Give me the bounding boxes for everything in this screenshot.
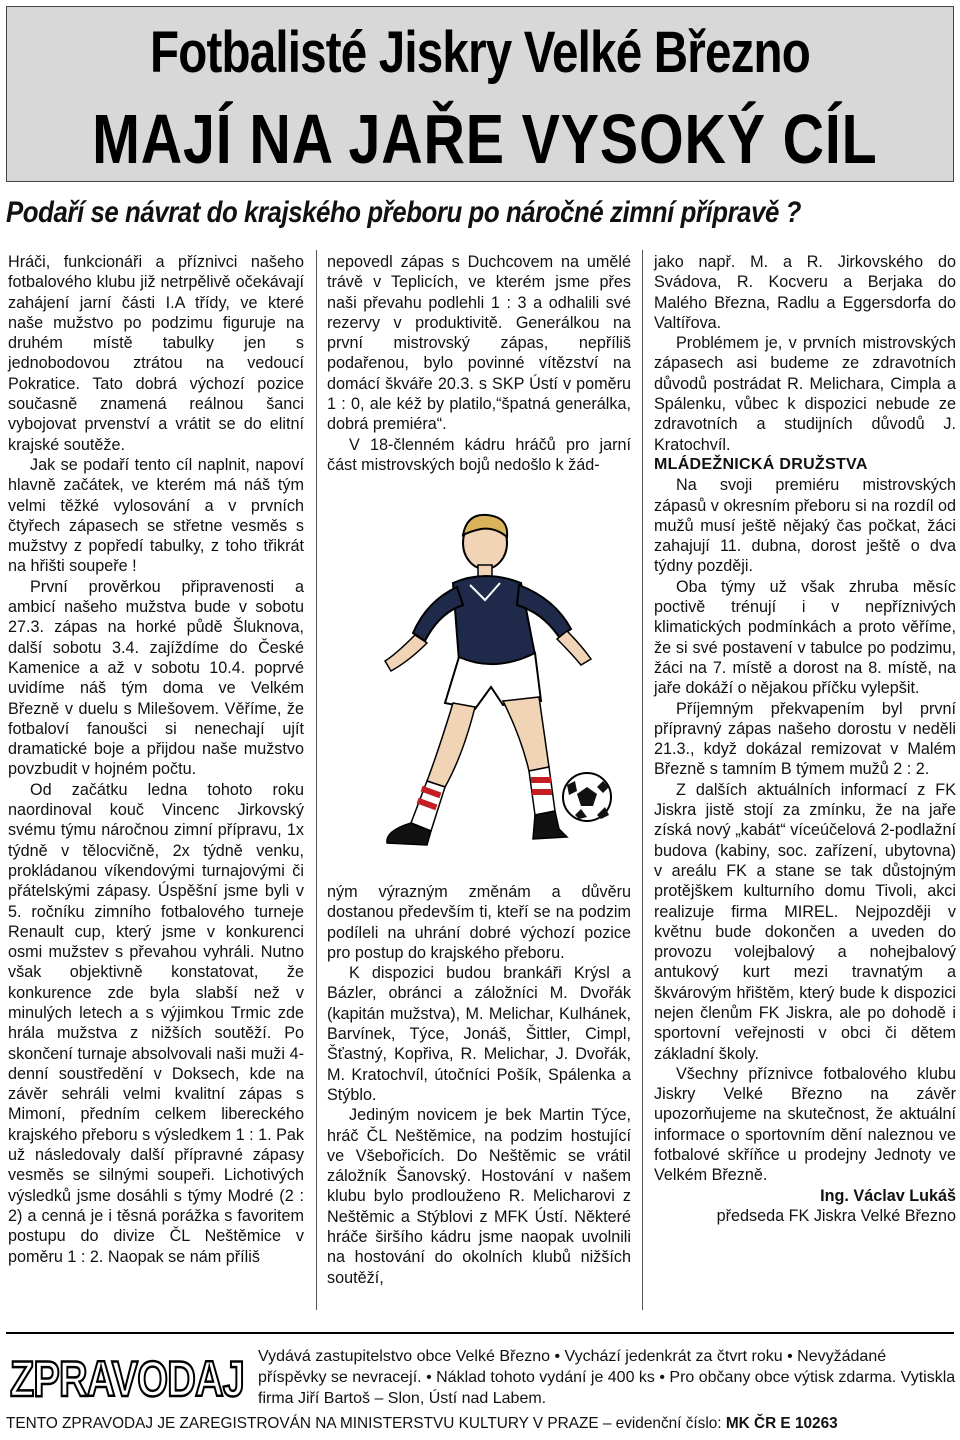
paragraph: Jediným novicem je bek Martin Týce, hráč ČL Neštěmice, na podzim hostující ve Všebořicích. Do Neštěmic se vrátil záložník Šanovský. Hostování v našem klubu bylo prodlouženo R. Melicharovi z Neštěmic a Stýblovi z MFK Ústí. Některé hráče širšího kádru jsme naopak uvolnili na hostování do okolních klubů nižších soutěží, xyxy=(327,1106,631,1287)
zpravodaj-masthead-logo xyxy=(6,1348,248,1406)
publisher-info: Vydává zastupitelstvo obce Velké Březno • Vychází jedenkrát za čtvrt roku • Nevyžádané příspěvky se nevracejí. • Náklad tohoto vydání je 400 ks • Pro občany obce výtisk zdarma. Vytiskla firma Jiří Bartoš – Slon, Ústí nad Labem. xyxy=(258,1348,956,1407)
football-player-illustration xyxy=(335,505,625,875)
article-column-2-bottom xyxy=(327,882,631,1288)
masthead-text: ZPRAVODAJ xyxy=(10,1351,244,1407)
paragraph: První prověrkou připravenosti a ambicí našeho mužstva bude v sobotu 27.3. zápas na horké půdě Šluknova, další sobotu 3.4. zajíždíme do České Kamenice a až v sobotu 10.4. poprvé uvidíme náš tým doma ve Velkém Březně v duelu s Milešovem. Věříme, že fotbaloví fanoušci si nenechají ujít dramatické boje a přijdou naše mužstvo povzbudit v hojném počtu. xyxy=(8,577,304,779)
article-column-2-top xyxy=(327,252,631,475)
paragraph: Všechny příznivce fotbalového klubu Jiskry Velké Březno na závěr upozorňujeme na skutečnost, že aktuální informace o sportovním dění naleznou ve fotbalové skříňce u prodejny Jednoty ve Velkém Březně. xyxy=(654,1064,956,1185)
paragraph: Hráči, funkcionáři a příznivci našeho fotbalového klubu již netrpělivě očekávají zahájení jarní části I.A třídy, ve které naše mužstvo po podzimu figuruje na druhém místě tabulky jen s jednobodovou ztrátou na vedoucí Pokratice. Tato dobrá výchozí pozice současně znamená reálnou šanci vybojovat prvenství a vrátit se do elitní krajské soutěže. xyxy=(8,253,304,454)
paragraph: Jak se podaří tento cíl naplnit, napoví hlavně začátek, ve kterém má náš tým velmi těžké vylosování a v prvních čtyřech zápasech se střetne vesměs s mužstvy z popředí tabulky, z toho třikrát na hřišti soupeře ! xyxy=(8,455,304,576)
paragraph: jako např. M. a R. Jirkovského do Svádova, R. Kocveru a Berjaka do Malého Března, Radlu a Eggersdorfa do Valtířova. xyxy=(654,253,956,332)
paragraph: V 18-členném kádru hráčů pro jarní část mistrovských bojů nedošlo k žád- xyxy=(327,435,631,474)
paragraph: K dispozici budou brankáři Krýsl a Bázler, obránci a záložníci M. Dvořák (kapitán mužstva), M. Melichar, Kulhánek, Barvínek, Týce, Jonáš, Šittler, Cimpl, Šťastný, Kopřiva, R. Melichar, J. Dvořák, M. Kratochvíl, útočníci Pošík, Spálenka a Stýblo. xyxy=(327,964,631,1104)
paragraph: Od začátku ledna tohoto roku naordinoval kouč Vincenc Jirkovský svému týmu náročnou zimní přípravu, 1x týdně v tělocvičně, 2x týdně venku, prokládanou víkendovými turnajovými či přátelskými zápasy. Úspěšní jsme byli v 5. ročníku zimního fotbalového turneje Renault cup, který jsme v konkurenci osmi mužstev s převahou vyhráli. Nutno však objektivně konstatovat, že konkurence zde byla slabší než v minulých letech a s výjimkou Trmic zde hrála mužstva z nižších soutěží. Po skončení turnaje absolvovali naši muži 4-denní soustředění v Doksech, kde na závěr sehráli velmi kvalitní zápas s Mimoní, předním celkem libereckého krajského přeboru s výsledkem 1 : 1. Pak už následovaly další přípravné zápasy vesměs se silnými soupeři. Lichotivých výsledků jsme dosáhli s týmy Modré (2 : 2) a cenná je i těsná porážka s favoritem postupu do divize ČL Neštěmice v poměru 1 : 2. Naopak se nám příliš xyxy=(8,780,305,1266)
footer-divider xyxy=(6,1332,954,1334)
paragraph: Příjemným překvapením byl první přípravný zápas našeho dorostu v neděli 21.3., když dokázal remizovat v Malém Březně s tamním B týmem mužů 2 : 2. xyxy=(654,699,956,779)
paragraph: Oba týmy už však zhruba měsíc poctivě trénují i v nepříznivých klimatických podmínkách a proto věříme, že si své postavení v tabulce po podzimu, žáci na 7. místě a dorost na 8. místě, na jaře dokáží o nějakou příčku vylepšit. xyxy=(654,577,956,698)
headline-line-2: MAJÍ NA JAŘE VYSOKÝ CÍL xyxy=(92,100,878,178)
headline-line-1: Fotbalisté Jiskry Velké Březno xyxy=(149,20,811,85)
article-column-3 xyxy=(654,252,956,1226)
author-role: předseda FK Jiskra Velké Březno xyxy=(716,1206,956,1225)
paragraph: Problémem je, v prvních mistrovských zápasech asi budeme ze zdravotních důvodů postrádat R. Melichara, Cimpla a Spálenku, vůbec k dispozici nebude ze zdravotních a studijních důvodů J. Kratochvíl. xyxy=(654,334,956,454)
registration-text: TENTO ZPRAVODAJ JE ZAREGISTROVÁN NA MINISTERSTVU KULTURY V PRAZE – evidenční číslo: xyxy=(6,1415,726,1432)
paragraph: Na svoji premiéru mistrovských zápasů v okresním přeboru si na rozdíl od mužů musí ještě nějaký čas počkat, žáci zahajují 11. dubna, dorost ještě o dva týdny později. xyxy=(654,476,956,576)
subheadline: Podaří se návrat do krajského přeboru po náročné zimní přípravě ? xyxy=(6,196,802,229)
headline-box xyxy=(6,6,954,182)
section-heading: MLÁDEŽNICKÁ DRUŽSTVA xyxy=(654,455,868,473)
column-divider xyxy=(642,250,643,1310)
paragraph: Z dalších aktuálních informací z FK Jiskra jistě stojí za zmínku, že na jaře získá nový „kabát“ víceúčelová 2-podlažní budova (kabiny, soc. zařízení, ubytovna) v areálu FK a stane se tak důstojným protějškem kulturního domu Tivoli, akci realizuje firma MIREL. Nejpozději v květnu bude dokončen a uveden do provozu volejbalový a nohejbalový antukový kurt mezi travnatým a škvárovým hřištěm, který bude k dispozici nejen členům FK Jiskra, ale po dohodě i sportovní veřejnosti v obci či dětem základní školy. xyxy=(654,780,956,1063)
author-name: Ing. Václav Lukáš xyxy=(820,1186,956,1205)
registration-line xyxy=(6,1414,928,1434)
paragraph: nepovedl zápas s Duchcovem na umělé trávě v Teplicích, ve kterém jsme přes naši převahu podlehli 1 : 3 a odhalili své rezervy v produktivitě. Generálkou na první mistrovský zápas, nepříliš podařenou, bylo povinné vítězství na domácí škváře 20.3. s SKP Ústí v poměru 1 : 0, ale kéž by platilo,“špatná generálka, dobrá premiéra“. xyxy=(327,253,631,434)
column-divider xyxy=(316,250,317,1310)
soccer-ball-icon xyxy=(563,773,611,821)
registration-number: MK ČR E 10263 xyxy=(725,1415,838,1432)
paragraph: ným výrazným změnám a důvěru dostanou především ti, kteří se na podzim podíleli na uhrání dobré výchozí pozice pro postup do krajského přeboru. xyxy=(327,883,631,962)
article-column-1 xyxy=(8,252,304,1312)
